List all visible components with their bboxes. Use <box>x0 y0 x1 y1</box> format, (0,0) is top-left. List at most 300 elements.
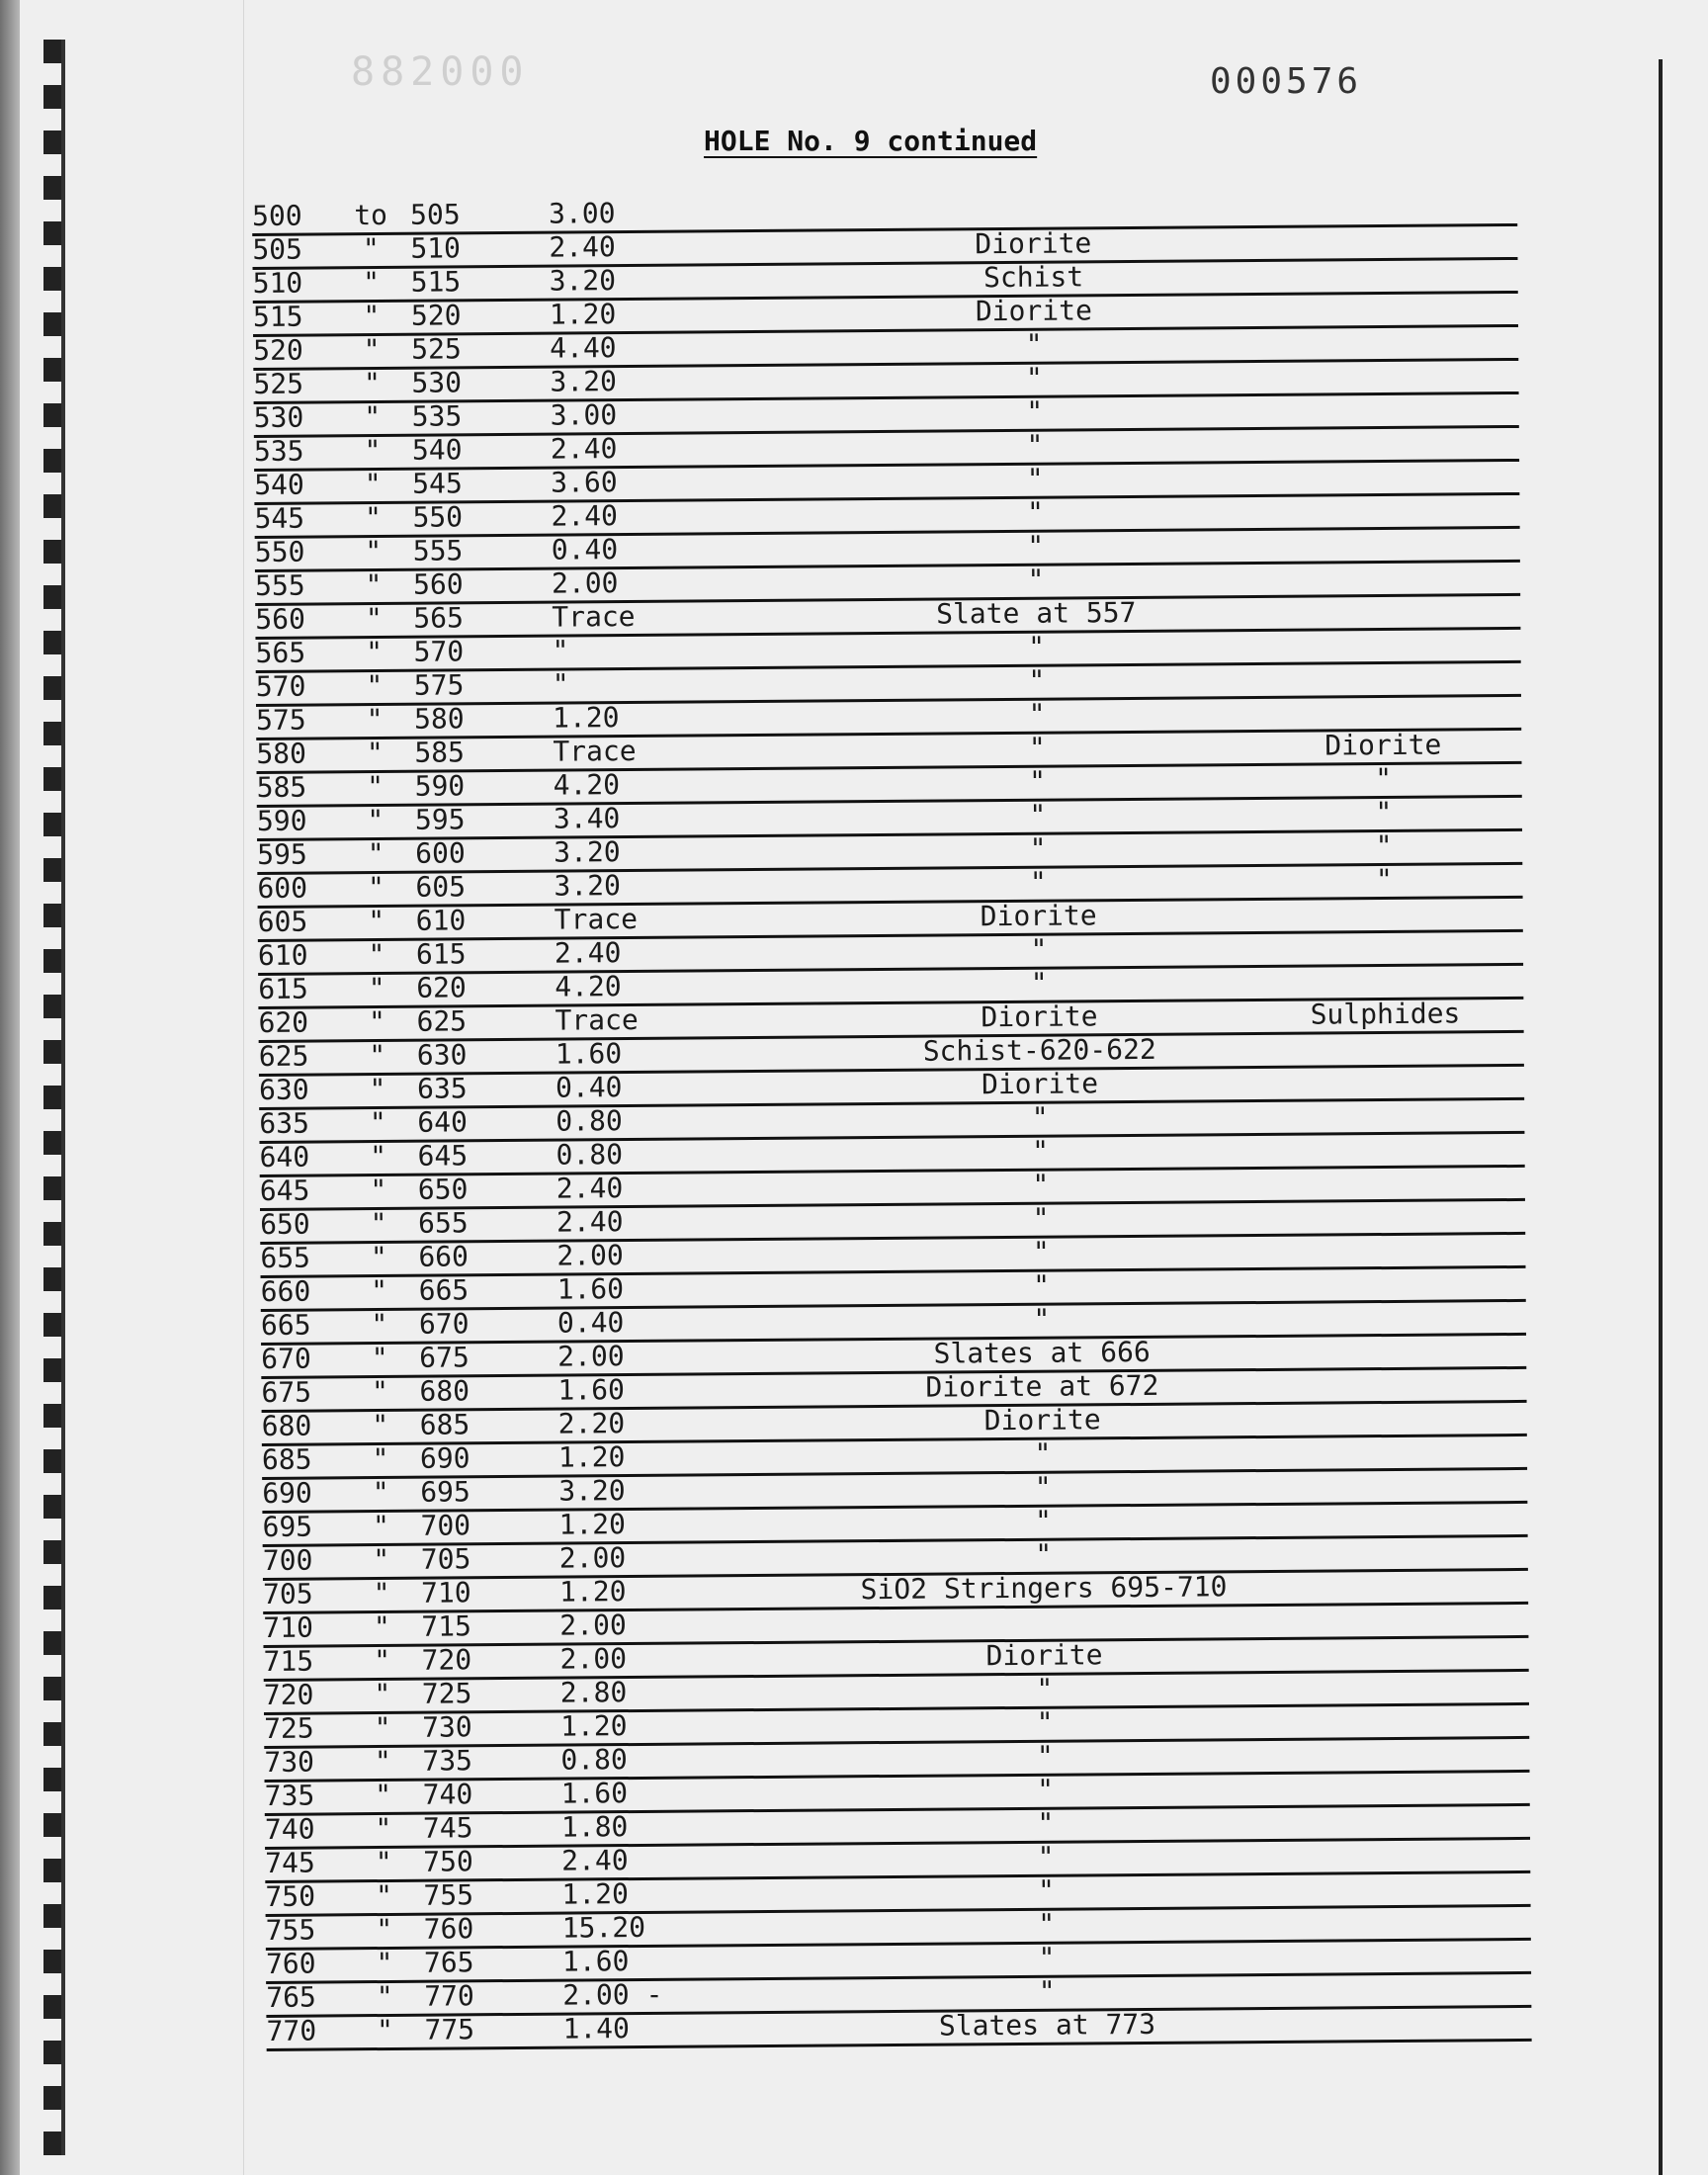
depth-to: 570 <box>413 635 465 668</box>
geology-note-secondary <box>1214 1835 1570 1838</box>
geology-note-secondary <box>1213 1768 1569 1771</box>
assay-value: 2.80 <box>559 1676 628 1709</box>
depth-from: 695 <box>262 1510 313 1543</box>
geology-note-secondary <box>1208 1062 1564 1065</box>
geology-note-secondary <box>1202 289 1558 292</box>
depth-to: 710 <box>420 1576 471 1610</box>
depth-from: 590 <box>256 804 307 837</box>
depth-to: 505 <box>409 198 461 231</box>
geology-note: " <box>1032 1168 1050 1201</box>
log-row <box>266 2008 1531 2051</box>
geology-note-secondary <box>1203 390 1559 392</box>
geology-note-secondary <box>1214 1801 1570 1804</box>
depth-separator: " <box>367 769 384 804</box>
geology-note: " <box>1031 1100 1049 1134</box>
geology-note-secondary <box>1210 1297 1566 1300</box>
depth-to: 510 <box>410 231 462 265</box>
assay-value: Trace <box>554 902 639 936</box>
assay-value: 1.60 <box>560 1777 629 1810</box>
geology-note-secondary <box>1210 1364 1566 1367</box>
depth-from: 530 <box>253 400 304 434</box>
depth-from: 615 <box>258 972 308 1005</box>
assay-value: 1.20 <box>559 1709 628 1743</box>
geology-note: " <box>1034 1504 1053 1537</box>
geology-note: " <box>1027 529 1045 563</box>
depth-separator: " <box>373 1576 390 1610</box>
depth-to: 520 <box>410 299 462 332</box>
assay-value: 15.20 <box>561 1910 646 1945</box>
geology-note-secondary <box>1207 995 1563 998</box>
depth-from: 535 <box>253 434 304 468</box>
depth-to: 695 <box>420 1475 470 1509</box>
depth-from: 540 <box>254 468 304 501</box>
depth-from: 720 <box>263 1678 314 1711</box>
geology-note-secondary <box>1214 1869 1570 1871</box>
depth-from: 730 <box>264 1745 315 1779</box>
depth-separator: " <box>369 1072 386 1106</box>
geology-note-secondary <box>1203 490 1559 493</box>
geology-note-secondary: " <box>1375 761 1393 796</box>
depth-from: 640 <box>259 1140 310 1174</box>
geology-note: " <box>1029 865 1047 899</box>
faint-margin-line <box>243 0 244 2175</box>
assay-value: 1.80 <box>560 1810 629 1844</box>
depth-to: 540 <box>411 433 463 467</box>
depth-to: 645 <box>417 1139 469 1173</box>
geology-note-secondary <box>1213 1734 1569 1737</box>
depth-separator: " <box>367 836 384 871</box>
depth-from: 595 <box>257 837 307 871</box>
drill-log-table <box>252 193 1532 2086</box>
assay-value: 1.60 <box>557 1373 626 1407</box>
depth-from: 745 <box>265 1846 315 1879</box>
depth-separator: " <box>373 1542 390 1577</box>
depth-from: 510 <box>252 266 303 300</box>
depth-to: 730 <box>421 1710 472 1744</box>
geology-note: " <box>1029 798 1047 831</box>
depth-from: 740 <box>264 1812 315 1846</box>
geology-note: " <box>1029 764 1047 798</box>
depth-separator: " <box>367 803 384 837</box>
depth-to: 690 <box>419 1441 470 1475</box>
depth-separator: " <box>366 668 384 703</box>
assay-value: 3.20 <box>558 1474 626 1508</box>
depth-separator: " <box>376 1912 393 1947</box>
geology-note: " <box>1036 1705 1054 1739</box>
geology-note-secondary <box>1215 1902 1571 1905</box>
assay-value: Trace <box>552 599 636 634</box>
geology-note-secondary <box>1211 1465 1567 1468</box>
depth-from: 555 <box>254 568 305 602</box>
depth-to: 630 <box>416 1038 468 1072</box>
geology-note: " <box>1034 1470 1052 1504</box>
geology-note: " <box>1032 1235 1050 1268</box>
depth-from: 580 <box>256 737 307 770</box>
depth-separator: " <box>375 1778 392 1812</box>
depth-separator: " <box>362 231 380 266</box>
depth-from: 525 <box>253 367 304 400</box>
depth-to: 670 <box>418 1307 470 1341</box>
assay-value: 2.20 <box>557 1407 626 1440</box>
geology-note-secondary <box>1212 1633 1568 1636</box>
geology-note-secondary <box>1204 625 1560 628</box>
depth-separator: " <box>363 366 381 400</box>
depth-from: 545 <box>254 501 305 535</box>
assay-value: 2.00 <box>559 1642 628 1676</box>
depth-to: 720 <box>421 1643 472 1677</box>
geology-note-secondary <box>1210 1331 1566 1334</box>
geology-note-secondary <box>1212 1600 1568 1603</box>
depth-to: 560 <box>412 567 464 601</box>
geology-note: " <box>1028 697 1046 731</box>
depth-separator: " <box>376 2013 394 2047</box>
depth-to: 555 <box>412 534 464 567</box>
depth-to: 530 <box>411 366 463 399</box>
depth-from: 520 <box>253 333 303 367</box>
geology-note-secondary <box>1213 1667 1569 1670</box>
depth-separator: " <box>370 1139 387 1174</box>
depth-to: 600 <box>415 836 466 870</box>
depth-from: 770 <box>266 2014 317 2047</box>
depth-from: 660 <box>260 1274 311 1308</box>
depth-to: 585 <box>414 736 466 769</box>
depth-separator: " <box>363 265 381 300</box>
geology-note-secondary <box>1209 1230 1565 1233</box>
geology-note: " <box>1037 1840 1055 1873</box>
assay-value: " <box>552 667 569 701</box>
geology-note: " <box>1037 1806 1055 1840</box>
geology-note: " <box>1027 563 1045 596</box>
geology-note-secondary <box>1205 726 1561 729</box>
depth-from: 635 <box>259 1106 310 1140</box>
geology-note-secondary <box>1207 927 1563 930</box>
depth-separator: " <box>365 534 383 568</box>
assay-value: " <box>552 634 569 667</box>
depth-separator: " <box>371 1307 388 1342</box>
depth-from: 685 <box>261 1442 312 1476</box>
geology-note-secondary <box>1212 1566 1568 1569</box>
depth-from: 645 <box>259 1174 310 1207</box>
right-margin-line <box>1659 59 1663 2175</box>
geology-note: " <box>1037 1773 1055 1806</box>
depth-separator: " <box>374 1643 391 1678</box>
depth-separator: " <box>363 299 381 333</box>
geology-note-secondary <box>1204 558 1560 561</box>
depth-to: 760 <box>423 1912 474 1946</box>
depth-separator: " <box>364 399 382 434</box>
assay-value: 2.40 <box>550 432 618 466</box>
assay-value: 0.80 <box>560 1743 628 1777</box>
depth-separator: " <box>374 1744 391 1779</box>
depth-from: 670 <box>261 1342 311 1375</box>
assay-value: 2.00 <box>558 1541 627 1575</box>
depth-from: 755 <box>265 1913 316 1947</box>
depth-to: 705 <box>420 1542 471 1576</box>
depth-to: 620 <box>416 971 467 1004</box>
depth-to: 610 <box>415 904 467 937</box>
geology-note: " <box>1036 1672 1054 1705</box>
depth-separator: " <box>369 1105 386 1140</box>
depth-from: 565 <box>255 636 306 669</box>
assay-value: 1.60 <box>556 1272 625 1306</box>
depth-separator: " <box>371 1273 388 1308</box>
assay-value: 0.80 <box>555 1138 624 1172</box>
geology-note-secondary <box>1215 1936 1571 1939</box>
depth-separator: " <box>366 736 384 770</box>
depth-separator: " <box>372 1408 389 1442</box>
depth-to: 735 <box>422 1744 473 1778</box>
geology-note: Diorite <box>983 1403 1101 1437</box>
assay-value: 2.00 <box>559 1609 627 1642</box>
depth-separator: " <box>366 702 384 737</box>
geology-note-secondary <box>1211 1432 1567 1435</box>
geology-note: Diorite <box>980 899 1097 933</box>
depth-to: 580 <box>413 702 465 736</box>
geology-note-secondary: " <box>1375 862 1393 897</box>
depth-separator: " <box>365 601 383 636</box>
geology-note: Schist-620-622 <box>922 1032 1156 1068</box>
depth-separator: " <box>368 937 385 972</box>
assay-value: 3.00 <box>550 398 618 432</box>
depth-to: 770 <box>424 1979 474 2013</box>
geology-note-secondary <box>1205 658 1561 661</box>
geology-note-secondary <box>1203 457 1559 460</box>
assay-value: 1.20 <box>558 1508 627 1541</box>
assay-value: 1.20 <box>557 1440 626 1474</box>
depth-separator: " <box>372 1441 389 1476</box>
depth-to: 595 <box>414 803 466 836</box>
depth-separator: " <box>368 971 385 1005</box>
assay-value: 3.00 <box>548 197 616 230</box>
geology-note-secondary <box>1215 2003 1571 2006</box>
depth-to: 685 <box>419 1408 470 1441</box>
faded-stamp-number: 882000 <box>351 49 530 95</box>
depth-from: 710 <box>263 1610 314 1644</box>
depth-separator: " <box>364 467 382 501</box>
page-heading: HOLE No. 9 continued <box>704 125 1038 157</box>
depth-from: 765 <box>266 1980 316 2014</box>
geology-note-secondary <box>1212 1532 1568 1535</box>
geology-note: " <box>1030 932 1048 966</box>
binder-holes <box>43 40 61 2155</box>
depth-separator: " <box>373 1610 390 1644</box>
assay-value: 1.20 <box>549 298 617 331</box>
depth-separator: " <box>374 1677 391 1711</box>
assay-value: 2.40 <box>555 1205 624 1239</box>
depth-separator: " <box>372 1475 389 1510</box>
geology-note: " <box>1038 1941 1056 1974</box>
geology-note-secondary <box>1209 1196 1565 1199</box>
geology-note-secondary: Sulphides <box>1310 997 1461 1031</box>
depth-to: 545 <box>412 467 463 500</box>
geology-note: " <box>1038 1974 1056 2008</box>
depth-to: 565 <box>413 601 465 635</box>
geology-note-secondary <box>1204 591 1560 594</box>
geology-note: " <box>1034 1436 1052 1470</box>
assay-value: 3.20 <box>549 264 617 298</box>
depth-separator: " <box>368 1004 386 1039</box>
geology-note: " <box>1038 1907 1056 1941</box>
depth-separator: " <box>374 1710 391 1745</box>
depth-from: 630 <box>258 1073 309 1106</box>
geology-note: " <box>1026 428 1044 462</box>
depth-to: 665 <box>418 1273 470 1307</box>
depth-to: 575 <box>413 668 465 702</box>
geology-note-secondary <box>1203 423 1559 426</box>
geology-note: " <box>1026 495 1045 529</box>
depth-separator: " <box>372 1509 390 1543</box>
geology-note-secondary <box>1201 221 1557 224</box>
depth-to: 515 <box>410 265 462 299</box>
geology-note: Slates at 773 <box>938 2007 1156 2043</box>
depth-separator: " <box>370 1240 387 1274</box>
binder-strip <box>0 0 20 2175</box>
assay-value: 1.60 <box>555 1037 623 1071</box>
depth-separator: " <box>368 904 385 938</box>
depth-separator: " <box>376 1979 393 2014</box>
depth-from: 705 <box>262 1577 313 1610</box>
geology-note: " <box>1033 1268 1051 1302</box>
depth-from: 760 <box>265 1947 316 1980</box>
depth-to: 755 <box>423 1878 474 1912</box>
depth-to: 605 <box>415 870 467 904</box>
depth-separator: " <box>366 635 384 669</box>
depth-from: 515 <box>252 300 303 333</box>
geology-note-secondary <box>1201 255 1557 258</box>
geology-note-secondary <box>1208 1129 1564 1132</box>
geology-note-secondary <box>1215 1969 1571 1972</box>
depth-to: 550 <box>412 500 464 534</box>
depth-from: 690 <box>262 1476 312 1510</box>
depth-separator: " <box>376 1946 393 1980</box>
depth-separator: " <box>370 1206 387 1241</box>
assay-value: 2.40 <box>561 1844 629 1877</box>
assay-value: 2.40 <box>554 936 622 970</box>
geology-note-secondary <box>1209 1263 1565 1266</box>
assay-value: 4.40 <box>550 331 617 365</box>
geology-note: " <box>1029 831 1047 865</box>
geology-note: " <box>1028 731 1046 764</box>
geology-note: Slates at 666 <box>933 1335 1151 1370</box>
depth-from: 650 <box>259 1207 310 1241</box>
depth-from: 665 <box>260 1308 311 1342</box>
assay-value: 4.20 <box>555 970 622 1003</box>
assay-value: 0.40 <box>555 1071 623 1104</box>
geology-note: Diorite at 672 <box>925 1368 1159 1404</box>
depth-from: 675 <box>261 1375 312 1409</box>
geology-note-secondary <box>1209 1163 1565 1166</box>
depth-to: 775 <box>424 2013 475 2046</box>
depth-to: 640 <box>417 1105 469 1139</box>
depth-from: 550 <box>254 535 305 568</box>
depth-to: 650 <box>417 1173 469 1206</box>
geology-note: " <box>1037 1873 1055 1907</box>
geology-note-secondary <box>1211 1499 1567 1502</box>
depth-to: 525 <box>411 332 462 366</box>
depth-from: 600 <box>257 871 308 905</box>
geology-note: " <box>1026 394 1044 428</box>
assay-value: 3.20 <box>554 835 621 869</box>
depth-to: 675 <box>419 1341 470 1374</box>
depth-from: 680 <box>261 1409 312 1442</box>
geology-note-secondary <box>1202 322 1558 325</box>
depth-separator: " <box>369 1038 386 1073</box>
depth-separator: " <box>371 1374 388 1409</box>
depth-to: 680 <box>419 1374 470 1408</box>
depth-to: 745 <box>422 1811 473 1845</box>
binder-edge <box>61 40 65 2155</box>
geology-note: " <box>1026 462 1044 495</box>
geology-note-secondary <box>1213 1700 1569 1703</box>
geology-note-secondary <box>1207 961 1563 964</box>
depth-to: 750 <box>423 1845 473 1878</box>
geology-note: " <box>1027 630 1046 663</box>
geology-note: " <box>1035 1537 1053 1571</box>
geology-note: " <box>1033 1302 1051 1336</box>
geology-note: Schist <box>982 260 1084 295</box>
depth-to: 715 <box>421 1610 472 1643</box>
geology-note: Diorite <box>985 1638 1103 1673</box>
depth-from: 610 <box>257 938 308 972</box>
assay-value: 1.20 <box>558 1575 627 1609</box>
depth-from: 585 <box>256 770 307 804</box>
geology-note: " <box>1025 327 1043 361</box>
depth-separator: " <box>371 1341 388 1375</box>
assay-value: 2.00 <box>551 566 619 600</box>
geology-note-secondary <box>1202 356 1558 359</box>
assay-value: 2.00 <box>557 1340 625 1373</box>
geology-note: SiO2 Stringers 695-710 <box>860 1570 1228 1607</box>
depth-to: 625 <box>416 1004 468 1038</box>
depth-from: 560 <box>255 602 306 636</box>
assay-value: Trace <box>555 1002 639 1037</box>
depth-to: 660 <box>418 1240 470 1273</box>
depth-from: 735 <box>264 1779 315 1812</box>
depth-to: 725 <box>421 1677 472 1710</box>
assay-value: Trace <box>553 734 637 768</box>
depth-from: 605 <box>257 905 308 938</box>
geology-note: Diorite <box>975 226 1092 261</box>
geology-note-secondary: Diorite <box>1324 728 1442 762</box>
depth-from: 655 <box>260 1241 311 1274</box>
assay-value: 2.40 <box>555 1172 624 1205</box>
geology-note-secondary: " <box>1375 795 1393 829</box>
geology-note-secondary <box>1204 524 1560 527</box>
depth-to: 590 <box>414 769 466 803</box>
assay-value: 2.00 <box>556 1239 624 1272</box>
assay-value: 3.60 <box>551 466 618 499</box>
depth-from: 620 <box>258 1005 309 1039</box>
depth-separator: " <box>364 433 382 468</box>
geology-note-secondary <box>1216 2037 1572 2040</box>
depth-to: 535 <box>411 399 463 433</box>
depth-from: 575 <box>255 703 306 737</box>
depth-to: 615 <box>415 937 467 971</box>
assay-value: 4.20 <box>553 768 621 802</box>
depth-from: 750 <box>265 1879 316 1913</box>
depth-separator: " <box>375 1845 392 1879</box>
document-number: 000576 <box>1210 61 1363 102</box>
depth-to: 700 <box>420 1509 471 1542</box>
assay-value: 2.40 <box>551 499 619 533</box>
assay-value: 2.00 - <box>562 1977 663 2012</box>
assay-value: 1.40 <box>562 2012 631 2045</box>
assay-value: 1.20 <box>552 701 620 735</box>
depth-separator: to <box>354 198 388 232</box>
geology-note: " <box>1036 1739 1054 1773</box>
geology-note: " <box>1032 1201 1050 1235</box>
depth-from: 500 <box>251 199 302 232</box>
